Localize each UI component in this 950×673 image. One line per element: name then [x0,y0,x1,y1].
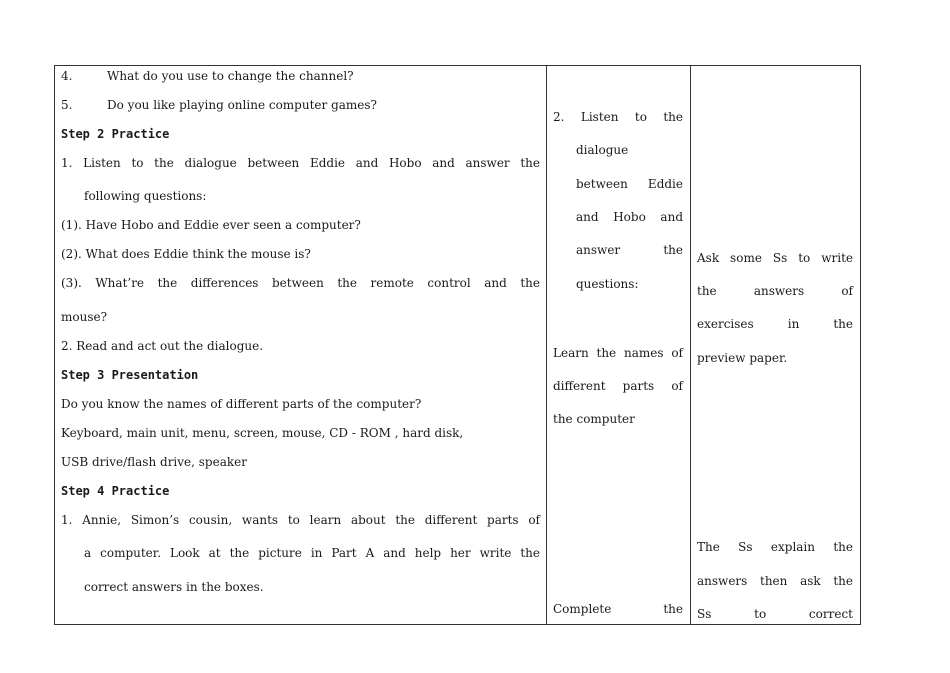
note-ask: Ask some Ss to write [697,251,853,265]
step-2-item-2: 2. Read and act out the dialogue. [61,339,264,353]
step-3-heading: Step 3 Presentation [61,368,199,382]
activity-learn-3: the computer [553,412,635,426]
table-row [55,66,861,625]
step-4-item-1-end: correct answers in the boxes. [84,580,264,594]
step-2-heading: Step 2 Practice [61,127,170,141]
activity-listen-4: and Hobo and [576,210,683,224]
step-4-heading: Step 4 Practice [61,484,170,498]
activity-complete: Complete the [553,602,683,616]
step-4-item-1: 1. Annie, Simon’s cousin, wants to learn about the different parts of [61,513,540,527]
step-2-question-3: (3). What’re the differences between the remote control and the [61,276,540,290]
student-activity-cell [547,66,691,625]
question-5-number: 5. [61,98,73,112]
step-2-item-1-cont: following questions: [84,189,207,203]
step-2-question-1: (1). Have Hobo and Eddie ever seen a computer? [61,218,361,232]
note-explain-3: Ss to correct [697,607,853,621]
activity-learn: Learn the names of [553,346,683,360]
activity-listen-2: dialogue [576,143,629,157]
teacher-notes-cell [691,66,861,625]
lesson-plan-table [54,65,861,625]
activity-learn-2: different parts of [553,379,683,393]
step-4-item-1-cont: a computer. Look at the picture in Part A and help her write the [84,546,540,560]
question-4-number: 4. [61,69,73,83]
activity-listen: 2. Listen to the [553,110,683,124]
note-ask-3: exercises in the [697,317,853,331]
step-3-parts-list: Keyboard, main unit, menu, screen, mouse, CD - ROM , hard disk, [61,426,464,440]
activity-listen-3: between Eddie [576,177,683,191]
step-3-parts-list-cont: USB drive/flash drive, speaker [61,455,247,469]
question-5-text: Do you like playing online computer games? [107,98,377,112]
step-2-question-3-cont: mouse? [61,310,108,324]
note-explain: The Ss explain the [697,540,853,554]
procedure-cell [55,66,547,625]
step-3-question: Do you know the names of different parts of the computer? [61,397,422,411]
activity-listen-5: answer the [576,243,683,257]
note-ask-4: preview paper. [697,351,788,365]
step-2-question-2: (2). What does Eddie think the mouse is? [61,247,311,261]
step-2-item-1: 1. Listen to the dialogue between Eddie and Hobo and answer the [61,156,540,170]
note-explain-2: answers then ask the [697,574,853,588]
question-4-text: What do you use to change the channel? [107,69,354,83]
activity-listen-6: questions: [576,277,639,291]
note-ask-2: the answers of [697,284,853,298]
